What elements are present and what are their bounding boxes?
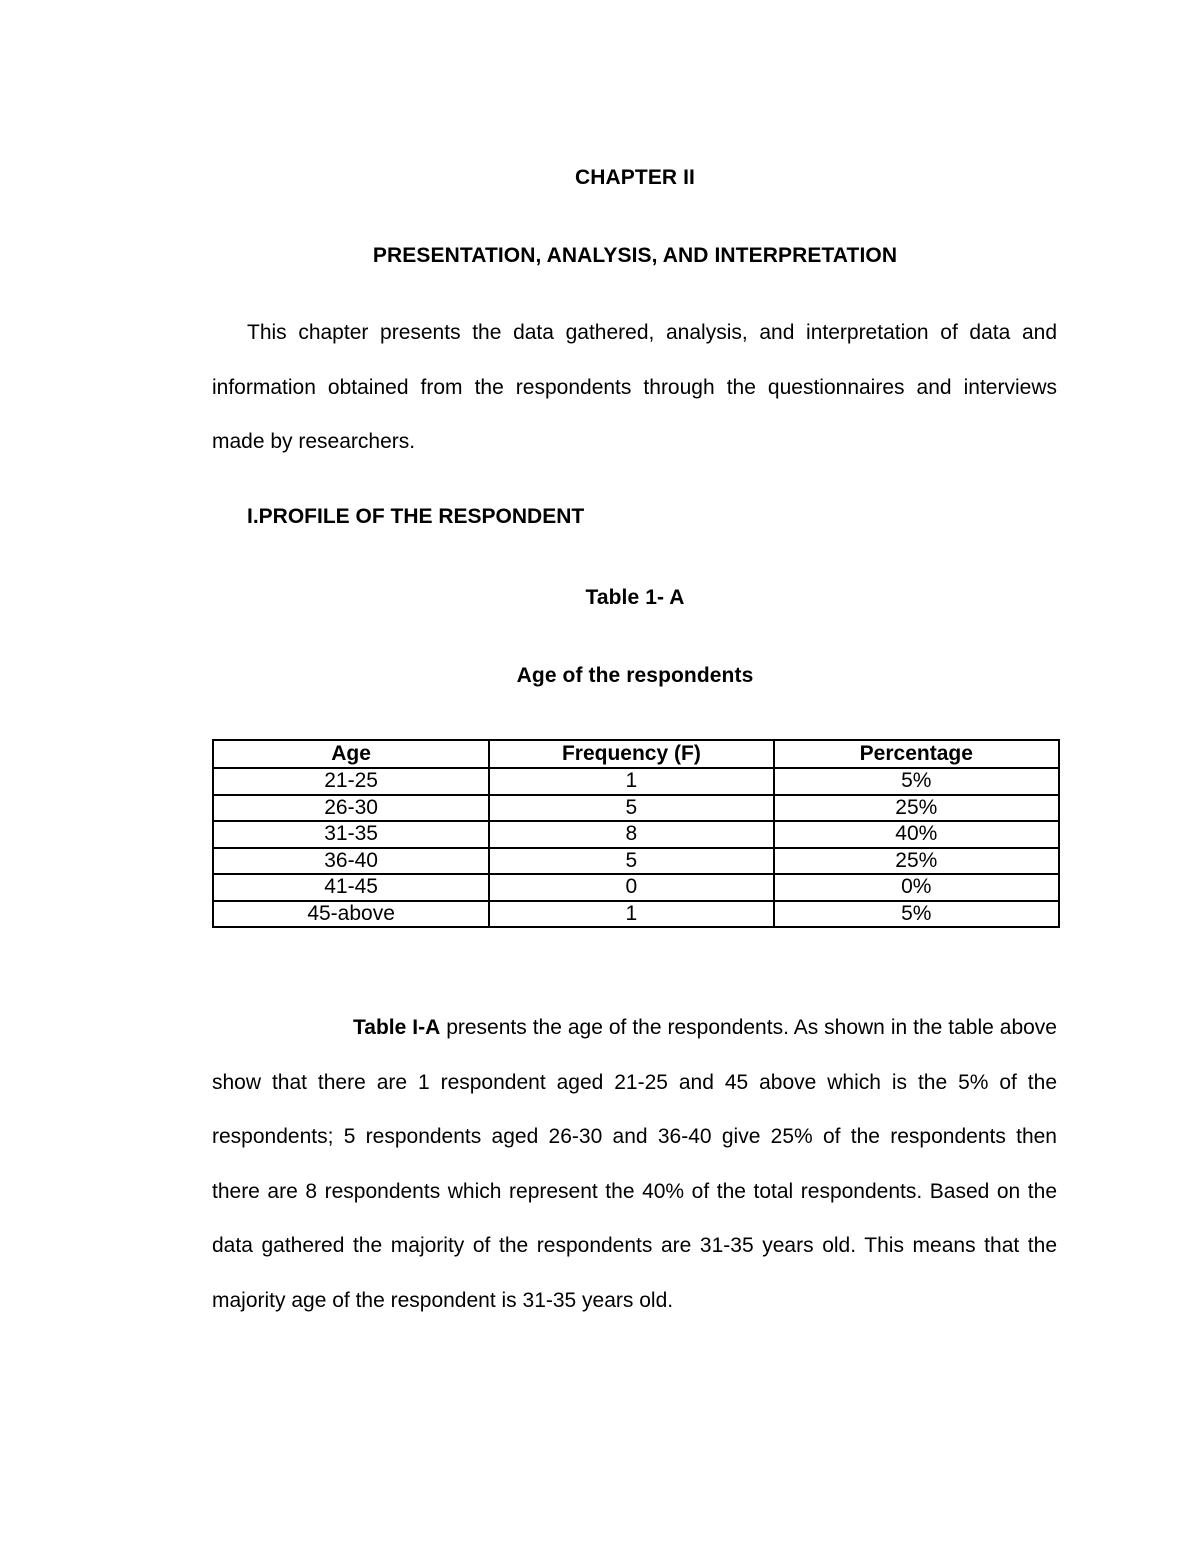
- table-row: [213, 821, 1059, 848]
- cell-age: 45-above: [213, 901, 489, 928]
- analysis-text: presents the age of the respondents. As shown in the table above show that there are 1 respondent aged 21-25 and 45 above which is the 5% of the respondents; 5 respondents aged 26-30 and 36-40 give 25% of the respondents then there are 8 respondents which represent the 40% of the total respondents. Based on the data gathered the majority of the respondents are 31-35 years old. This means that the majority age of the respondent is 31-35 years old.: [212, 1016, 1057, 1312]
- cell-percentage: 5%: [774, 901, 1059, 928]
- cell-age: 26-30: [213, 795, 489, 822]
- table-row: [213, 768, 1059, 795]
- cell-frequency: 0: [489, 874, 773, 901]
- header-age: Age: [213, 740, 489, 768]
- table-label: Table 1- A: [585, 586, 685, 609]
- table-row: [213, 795, 1059, 822]
- table-header-row: [213, 740, 1059, 768]
- cell-percentage: 0%: [774, 874, 1059, 901]
- intro-text: This chapter presents the data gathered, analysis, and interpretation of data and information obtained from the respondents through the questionnaires and interviews made by researchers.: [212, 321, 1057, 453]
- cell-age: 36-40: [213, 848, 489, 875]
- cell-frequency: 8: [489, 821, 773, 848]
- cell-age: 21-25: [213, 768, 489, 795]
- cell-frequency: 1: [489, 768, 773, 795]
- cell-frequency: 5: [489, 795, 773, 822]
- cell-percentage: 25%: [774, 795, 1059, 822]
- section-heading: I.PROFILE OF THE RESPONDENT: [247, 505, 585, 528]
- cell-percentage: 5%: [774, 768, 1059, 795]
- cell-age: 31-35: [213, 821, 489, 848]
- analysis-lead: Table I-A: [353, 1016, 441, 1039]
- header-percentage: Percentage: [774, 740, 1059, 768]
- cell-frequency: 1: [489, 901, 773, 928]
- header-frequency: Frequency (F): [489, 740, 773, 768]
- cell-percentage: 40%: [774, 821, 1059, 848]
- chapter-title: CHAPTER II: [574, 166, 695, 189]
- table-caption: Age of the respondents: [516, 664, 754, 687]
- chapter-subtitle: PRESENTATION, ANALYSIS, AND INTERPRETATION: [372, 244, 898, 267]
- cell-percentage: 25%: [774, 848, 1059, 875]
- table-row: [213, 901, 1059, 928]
- age-table: [212, 739, 1060, 928]
- intro-paragraph: [212, 306, 1057, 470]
- cell-age: 41-45: [213, 874, 489, 901]
- cell-frequency: 5: [489, 848, 773, 875]
- table-row: [213, 848, 1059, 875]
- table-row: [213, 874, 1059, 901]
- analysis-paragraph: [212, 1001, 1057, 1328]
